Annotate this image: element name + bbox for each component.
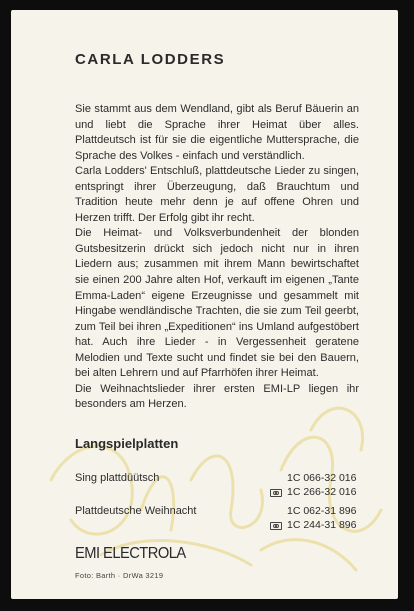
section-heading-langspielplatten: Langspielplatten — [75, 436, 179, 451]
record-title: Sing plattdüütsch — [75, 472, 160, 484]
biography-paragraph: Sie stammt aus dem Wendland, gibt als Beruf Bäuerin an und liebt die Sprache ihrer Heimat über alles. Plattdeutsch ist für sie die eigentliche Muttersprache, die Sprache des Volkes - einfach und verständlich. — [75, 103, 359, 162]
photo-credit: Foto: Barth · DrWa 3219 — [75, 571, 164, 580]
biography-paragraph: Die Heimat- und Volksverbundenheit der blonden Gutsbesitzerin drückt sich jedoch nicht nur in ihren Liedern aus; zusammen mit ihrem Mann bewirtschaftet sie einen 200 Jahre alten Hof, verkauft im eigenen „Tante Emma-Laden“ eigene Erzeugnisse und gesammelt mit Hingabe wendländische Trachten, die sie zum Teil geerbt, zum Teil bei ihren „Expeditionen“ ins Umland aufgestöbert hat. Auch ihre Lieder - in Vergessenheit geratene Melodien und Texte sucht und findet sie bei den Bauern, bei alten Lehrern und auf Pfarrhöfen ihrer Heimat. — [75, 227, 359, 380]
autograph-card — [11, 10, 398, 599]
record-lp-number: 1C 062-31 896 — [287, 505, 357, 517]
cassette-icon — [270, 522, 282, 530]
emi-electrola-logo: EMI ELECTROLA — [75, 545, 186, 562]
biography-paragraph: Die Weihnachtslieder ihrer ersten EMI-LP liegen ihr besonders am Herzen. — [75, 382, 359, 411]
record-lp-number: 1C 066-32 016 — [287, 472, 357, 484]
record-mc-number: 1C 266-32 016 — [287, 486, 357, 498]
cassette-icon — [270, 489, 282, 497]
biography-paragraph: Carla Lodders' Entschluß, plattdeutsche Lieder zu singen, entspringt ihrer Überzeugung, daß Brauchtum und Tradition heute mehr denn je auf offene Ohren und Herzen trifft. Der Erfolg gibt ihr recht. — [75, 165, 359, 224]
biography-text — [75, 102, 359, 413]
record-mc-number: 1C 244-31 896 — [287, 519, 357, 531]
artist-name-title: CARLA LODDERS — [75, 51, 226, 68]
record-title: Plattdeutsche Weihnacht — [75, 505, 197, 517]
